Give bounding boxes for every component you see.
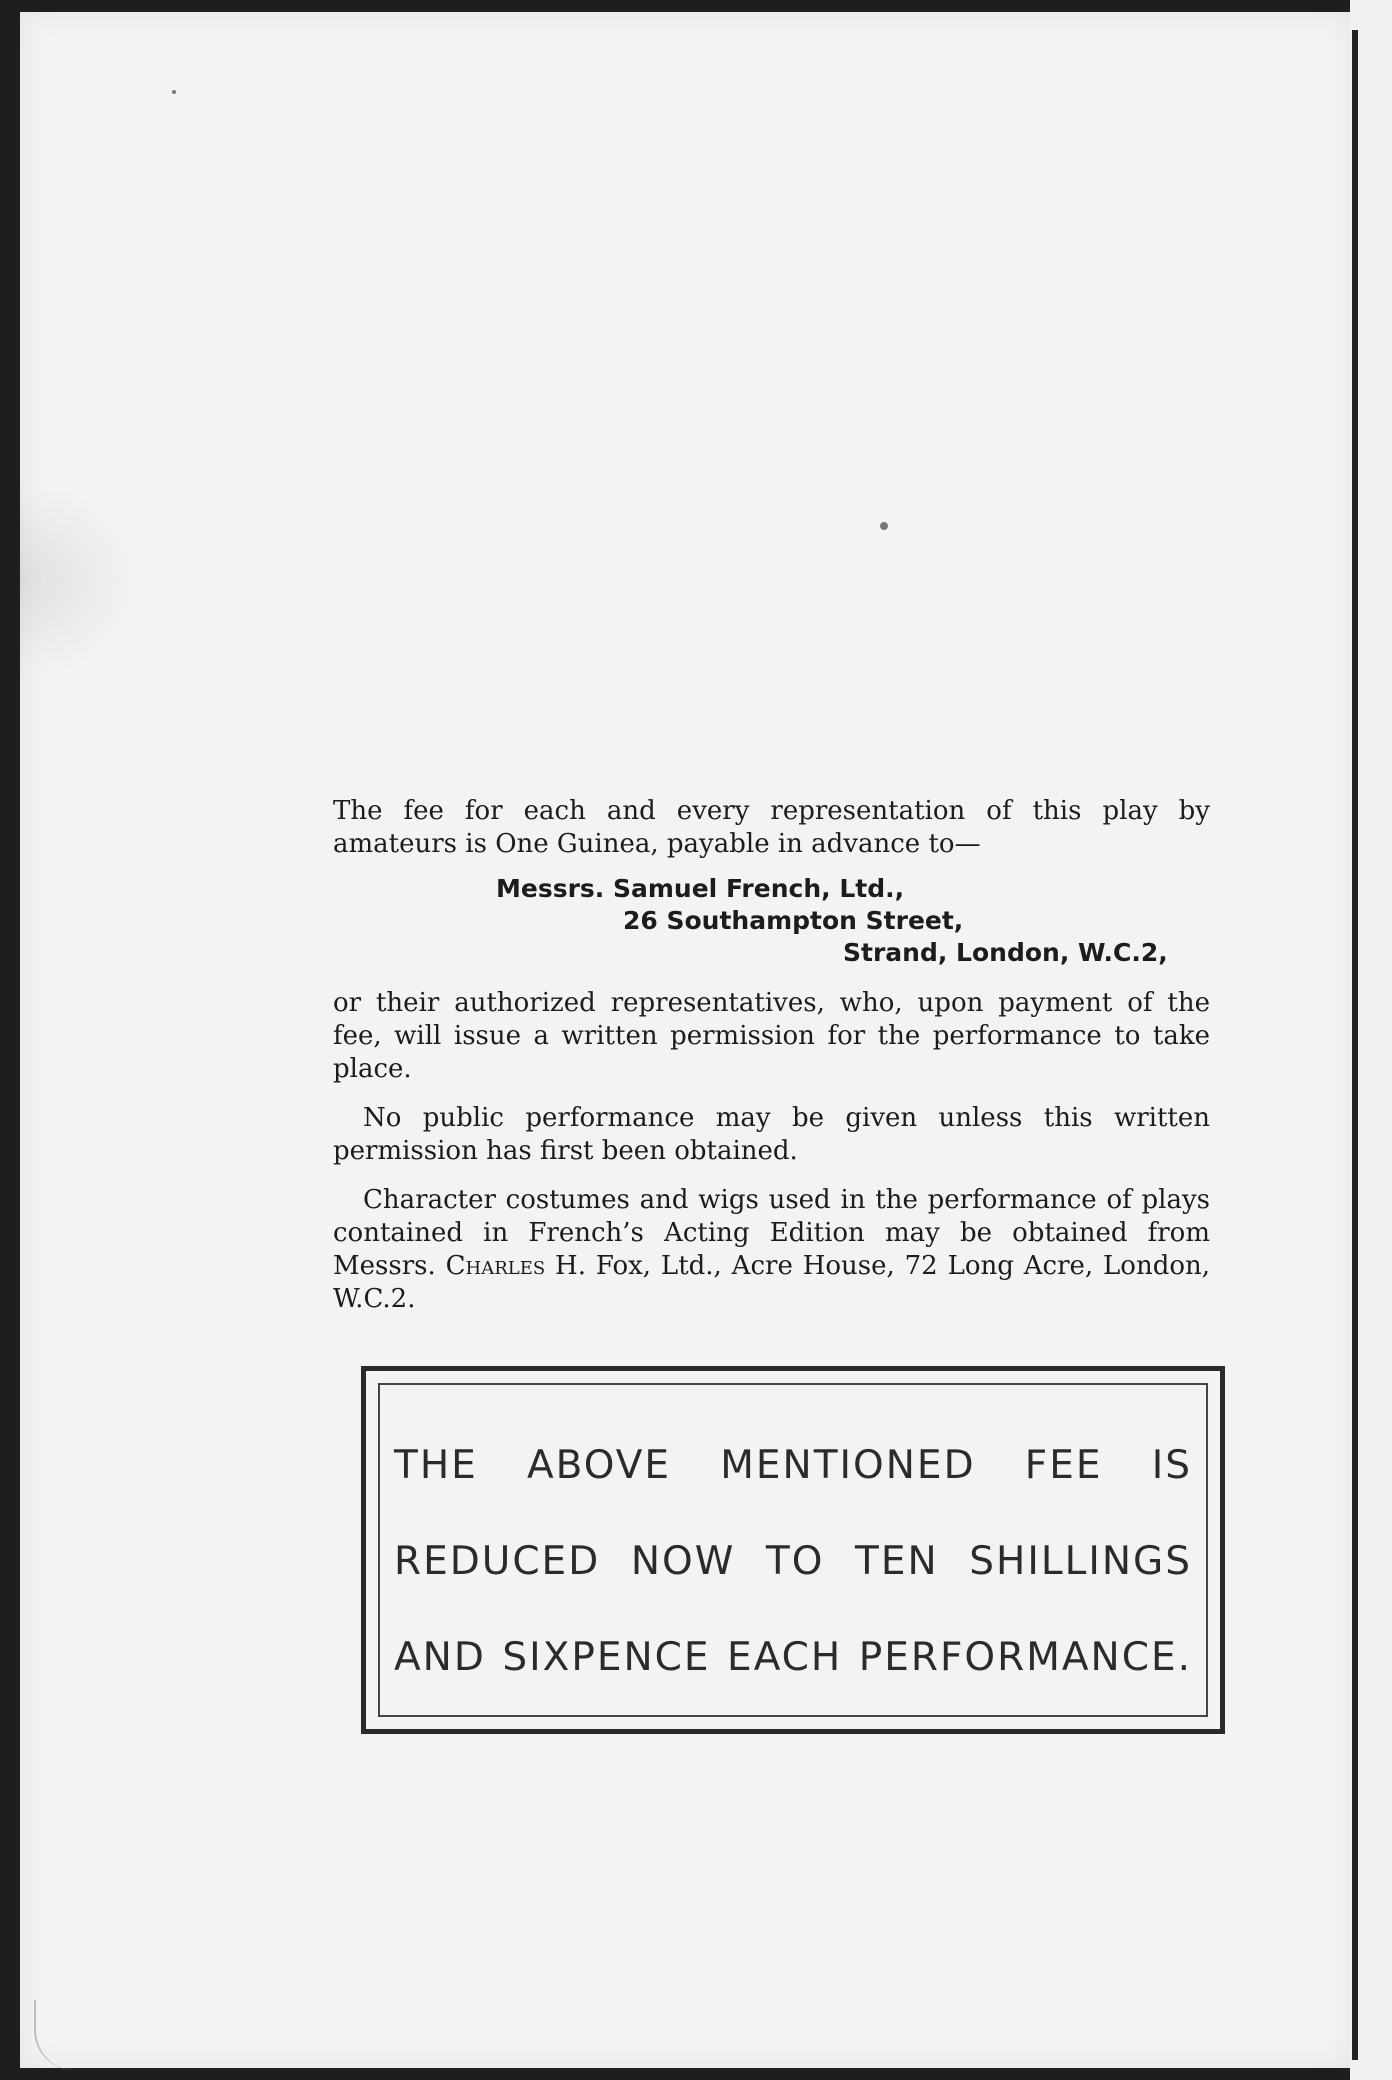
publisher-address	[333, 873, 1210, 969]
stamp-word: ABOVE	[526, 1443, 672, 1488]
public-performance-paragraph: No public performance may be given unless this written permission has first been obtained.	[333, 1103, 1210, 1166]
fee-reduction-stamp	[361, 1366, 1225, 1734]
stamp-word: THE	[394, 1443, 478, 1488]
page-smudge	[20, 480, 140, 680]
stamp-word: FEE	[1024, 1443, 1103, 1488]
stamp-word: AND	[394, 1635, 486, 1680]
fee-paragraph: The fee for each and every representation of this play by amateurs is One Guinea, payable in advance to—	[333, 796, 1210, 859]
binding-edge	[1352, 30, 1358, 2060]
address-line-2: 26 Southampton Street,	[623, 906, 964, 935]
costumes-paragraph	[333, 1184, 1210, 1316]
stamp-word: IS	[1151, 1443, 1192, 1488]
stamp-word: TEN	[855, 1539, 939, 1584]
costumier-name: Charles	[445, 1251, 546, 1281]
costumes-text: Character costumes and wigs used in the performance of plays contained in French’s Acting Edition may be obtained from Messrs.	[333, 1185, 1210, 1281]
stamp-word: EACH	[727, 1635, 843, 1680]
stamp-word: REDUCED	[394, 1539, 601, 1584]
speck	[172, 90, 176, 94]
stamp-word: PERFORMANCE.	[858, 1635, 1192, 1680]
stamp-line-1	[394, 1443, 1192, 1488]
speck	[880, 522, 888, 530]
fee-notice	[333, 795, 1210, 1316]
costumier-address: H. Fox, Ltd., Acre House, 72 Long Acre, London, W.C.2.	[333, 1251, 1211, 1314]
stamp-word: SIXPENCE	[502, 1635, 711, 1680]
permission-paragraph: or their authorized representatives, who, upon payment of the fee, will issue a written permission for the performance to take place.	[333, 988, 1210, 1084]
stamp-word: TO	[765, 1539, 825, 1584]
stamp-word: NOW	[630, 1539, 736, 1584]
stamp-line-2	[394, 1539, 1192, 1584]
stamp-line-3	[394, 1635, 1192, 1680]
address-line-1: Messrs. Samuel French, Ltd.,	[496, 874, 905, 903]
address-line-3: Strand, London, W.C.2,	[843, 938, 1168, 967]
stamp-word: SHILLINGS	[969, 1539, 1192, 1584]
stamp-word: MENTIONED	[720, 1443, 976, 1488]
